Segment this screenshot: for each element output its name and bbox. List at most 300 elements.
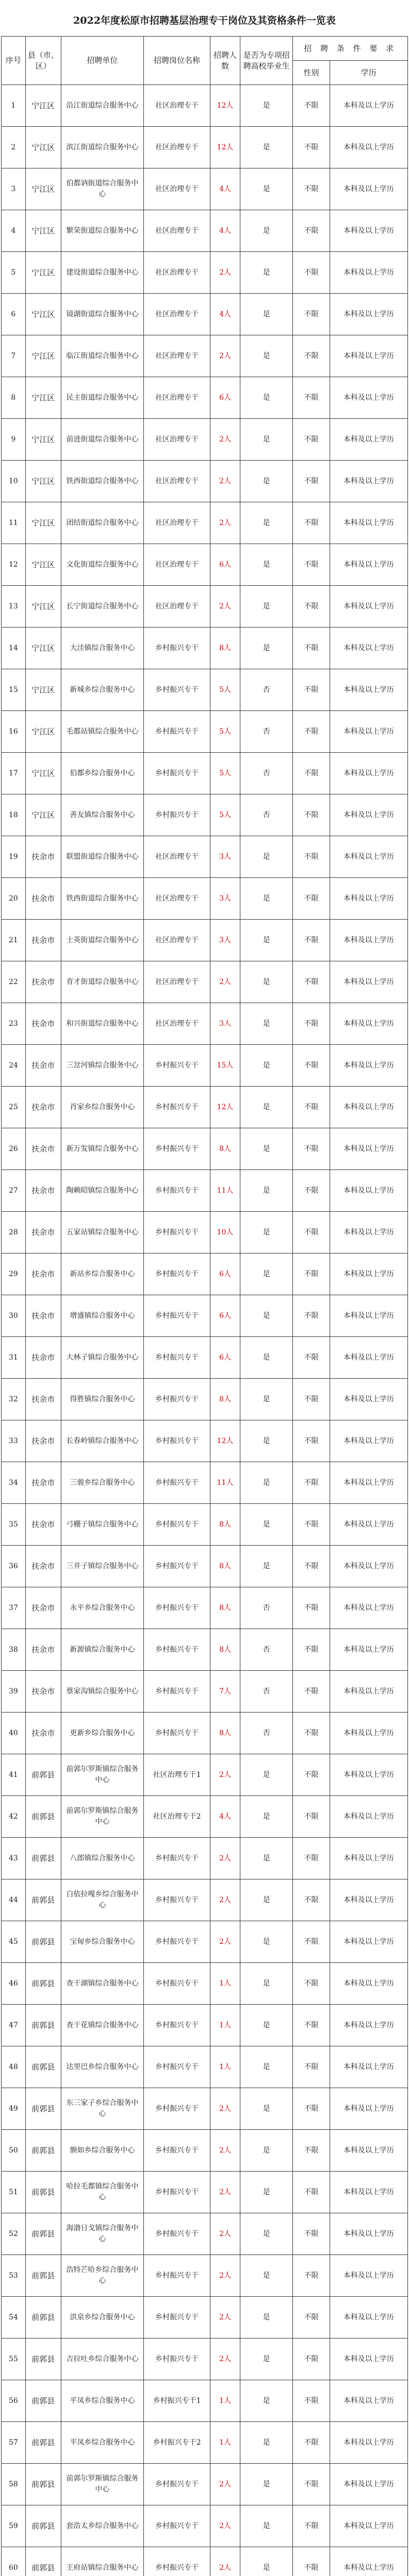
position-cell: 乡村振兴专干 xyxy=(144,628,210,669)
table-row xyxy=(2,1713,408,1754)
county-cell: 宁江区 xyxy=(25,168,61,210)
position-cell: 社区治理专干 xyxy=(144,961,210,1003)
grad-cell: 是 xyxy=(240,294,292,335)
table-row xyxy=(2,1003,408,1045)
count-cell: 2人 xyxy=(210,335,240,377)
grad-cell: 是 xyxy=(240,210,292,252)
grad-cell: 是 xyxy=(240,2338,292,2380)
page-title: 2022年度松原市招聘基层治理专干岗位及其资格条件一览表 xyxy=(73,15,336,26)
unit-cell: 新城乡综合服务中心 xyxy=(61,669,143,711)
county-cell: 前郭县 xyxy=(25,2005,61,2046)
grad-cell: 是 xyxy=(240,586,292,628)
position-cell: 社区治理专干 xyxy=(144,878,210,920)
unit-cell: 查干花镇综合服务中心 xyxy=(61,2005,143,2046)
grad-cell: 否 xyxy=(240,1671,292,1713)
grad-cell: 是 xyxy=(240,1170,292,1212)
seq-cell: 11 xyxy=(2,502,26,544)
position-cell: 乡村振兴专干 xyxy=(144,1921,210,1963)
grad-cell: 是 xyxy=(240,2380,292,2422)
position-cell: 社区治理专干1 xyxy=(144,1754,210,1796)
seq-cell: 21 xyxy=(2,920,26,961)
county-cell: 扶余市 xyxy=(25,1045,61,1087)
edu-cell: 本科及以上学历 xyxy=(330,210,407,252)
county-cell: 扶余市 xyxy=(25,1295,61,1337)
county-cell: 前郭县 xyxy=(25,2464,61,2505)
grad-cell: 是 xyxy=(240,1045,292,1087)
gender-cell: 不限 xyxy=(293,335,330,377)
table-row xyxy=(2,168,408,210)
count-cell: 11人 xyxy=(210,1462,240,1504)
count-cell: 7人 xyxy=(210,1671,240,1713)
position-cell: 乡村振兴专干 xyxy=(144,2046,210,2088)
unit-cell: 繁荣街道综合服务中心 xyxy=(61,210,143,252)
grad-cell: 是 xyxy=(240,461,292,502)
edu-cell: 本科及以上学历 xyxy=(330,878,407,920)
unit-cell: 吉拉吐乡综合服务中心 xyxy=(61,2338,143,2380)
county-cell: 扶余市 xyxy=(25,1128,61,1170)
unit-cell: 育才街道综合服务中心 xyxy=(61,961,143,1003)
grad-cell: 是 xyxy=(240,1253,292,1295)
unit-cell: 宝甸乡综合服务中心 xyxy=(61,1921,143,1963)
edu-cell: 本科及以上学历 xyxy=(330,335,407,377)
edu-cell: 本科及以上学历 xyxy=(330,1713,407,1754)
unit-cell: 海渤日戈镇综合服务中心 xyxy=(61,2213,143,2255)
edu-cell: 本科及以上学历 xyxy=(330,1003,407,1045)
unit-cell: 铁西街道综合服务中心 xyxy=(61,461,143,502)
gender-cell: 不限 xyxy=(293,1546,330,1587)
position-cell: 乡村振兴专干 xyxy=(144,1587,210,1629)
seq-cell: 12 xyxy=(2,544,26,586)
position-cell: 社区治理专干 xyxy=(144,377,210,419)
seq-cell: 42 xyxy=(2,1796,26,1838)
count-cell: 8人 xyxy=(210,1713,240,1754)
table-row xyxy=(2,1045,408,1087)
unit-cell: 弓棚子镇综合服务中心 xyxy=(61,1504,143,1546)
count-cell: 2人 xyxy=(210,461,240,502)
county-cell: 前郭县 xyxy=(25,1879,61,1921)
table-row xyxy=(2,1462,408,1504)
seq-cell: 53 xyxy=(2,2255,26,2297)
count-cell: 3人 xyxy=(210,920,240,961)
county-cell: 扶余市 xyxy=(25,1087,61,1128)
count-cell: 4人 xyxy=(210,168,240,210)
gender-cell: 不限 xyxy=(293,1462,330,1504)
table-row xyxy=(2,669,408,711)
table-row xyxy=(2,294,408,335)
county-cell: 扶余市 xyxy=(25,1003,61,1045)
grad-cell: 是 xyxy=(240,2046,292,2088)
seq-cell: 31 xyxy=(2,1337,26,1379)
gender-cell: 不限 xyxy=(293,1713,330,1754)
unit-cell: 套浩太乡综合服务中心 xyxy=(61,2505,143,2547)
county-cell: 扶余市 xyxy=(25,1462,61,1504)
header-count: 招聘人数 xyxy=(210,37,240,85)
grad-cell: 是 xyxy=(240,335,292,377)
grad-cell: 是 xyxy=(240,1462,292,1504)
grad-cell: 是 xyxy=(240,878,292,920)
gender-cell: 不限 xyxy=(293,1838,330,1879)
gender-cell: 不限 xyxy=(293,2505,330,2547)
edu-cell: 本科及以上学历 xyxy=(330,2005,407,2046)
position-cell: 乡村振兴专干 xyxy=(144,1629,210,1671)
position-cell: 乡村振兴专干 xyxy=(144,2547,210,2576)
count-cell: 2人 xyxy=(210,1921,240,1963)
table-row xyxy=(2,1504,408,1546)
grad-cell: 是 xyxy=(240,836,292,878)
unit-cell: 额如乡综合服务中心 xyxy=(61,2130,143,2172)
edu-cell: 本科及以上学历 xyxy=(330,1253,407,1295)
position-cell: 乡村振兴专干 xyxy=(144,1087,210,1128)
table-row xyxy=(2,2464,408,2505)
grad-cell: 是 xyxy=(240,2255,292,2297)
grad-cell: 是 xyxy=(240,2547,292,2576)
grad-cell: 是 xyxy=(240,85,292,127)
position-cell: 乡村振兴专干 xyxy=(144,1504,210,1546)
gender-cell: 不限 xyxy=(293,836,330,878)
position-cell: 乡村振兴专干 xyxy=(144,711,210,753)
grad-cell: 是 xyxy=(240,2422,292,2464)
table-row xyxy=(2,502,408,544)
grad-cell: 是 xyxy=(240,168,292,210)
edu-cell: 本科及以上学历 xyxy=(330,628,407,669)
unit-cell: 蔡家沟镇综合服务中心 xyxy=(61,1671,143,1713)
header-unit: 招聘单位 xyxy=(61,37,143,85)
edu-cell: 本科及以上学历 xyxy=(330,1212,407,1253)
edu-cell: 本科及以上学历 xyxy=(330,961,407,1003)
position-cell: 乡村振兴专干 xyxy=(144,2505,210,2547)
table-row xyxy=(2,2005,408,2046)
gender-cell: 不限 xyxy=(293,1879,330,1921)
count-cell: 10人 xyxy=(210,1212,240,1253)
count-cell: 5人 xyxy=(210,753,240,794)
grad-cell: 是 xyxy=(240,1754,292,1796)
edu-cell: 本科及以上学历 xyxy=(330,920,407,961)
position-cell: 乡村振兴专干 xyxy=(144,1713,210,1754)
count-cell: 2人 xyxy=(210,2505,240,2547)
table-row xyxy=(2,2046,408,2088)
seq-cell: 16 xyxy=(2,711,26,753)
county-cell: 宁江区 xyxy=(25,252,61,294)
unit-cell: 沿江街道综合服务中心 xyxy=(61,85,143,127)
count-cell: 2人 xyxy=(210,252,240,294)
count-cell: 12人 xyxy=(210,1087,240,1128)
count-cell: 3人 xyxy=(210,1003,240,1045)
count-cell: 11人 xyxy=(210,1170,240,1212)
gender-cell: 不限 xyxy=(293,2172,330,2213)
seq-cell: 17 xyxy=(2,753,26,794)
count-cell: 2人 xyxy=(210,2172,240,2213)
unit-cell: 得胜镇综合服务中心 xyxy=(61,1379,143,1420)
grad-cell: 是 xyxy=(240,961,292,1003)
gender-cell: 不限 xyxy=(293,753,330,794)
grad-cell: 否 xyxy=(240,1629,292,1671)
count-cell: 5人 xyxy=(210,669,240,711)
grad-cell: 是 xyxy=(240,252,292,294)
county-cell: 宁江区 xyxy=(25,461,61,502)
unit-cell: 滨江街道综合服务中心 xyxy=(61,127,143,168)
seq-cell: 49 xyxy=(2,2088,26,2130)
edu-cell: 本科及以上学历 xyxy=(330,252,407,294)
count-cell: 6人 xyxy=(210,544,240,586)
unit-cell: 浩特芒哈乡综合服务中心 xyxy=(61,2255,143,2297)
gender-cell: 不限 xyxy=(293,1295,330,1337)
county-cell: 前郭县 xyxy=(25,2255,61,2297)
seq-cell: 55 xyxy=(2,2338,26,2380)
gender-cell: 不限 xyxy=(293,878,330,920)
unit-cell: 三骏乡综合服务中心 xyxy=(61,1462,143,1504)
position-cell: 社区治理专干 xyxy=(144,502,210,544)
table-row xyxy=(2,961,408,1003)
count-cell: 2人 xyxy=(210,502,240,544)
count-cell: 3人 xyxy=(210,878,240,920)
gender-cell: 不限 xyxy=(293,2422,330,2464)
gender-cell: 不限 xyxy=(293,294,330,335)
grad-cell: 是 xyxy=(240,2172,292,2213)
edu-cell: 本科及以上学历 xyxy=(330,1796,407,1838)
table-row xyxy=(2,1295,408,1337)
unit-cell: 长宁街道综合服务中心 xyxy=(61,586,143,628)
count-cell: 2人 xyxy=(210,2547,240,2576)
table-row xyxy=(2,377,408,419)
position-cell: 乡村振兴专干1 xyxy=(144,2380,210,2422)
position-cell: 乡村振兴专干 xyxy=(144,1462,210,1504)
unit-cell: 新源镇综合服务中心 xyxy=(61,1629,143,1671)
seq-cell: 51 xyxy=(2,2172,26,2213)
unit-cell: 善友镇综合服务中心 xyxy=(61,794,143,836)
seq-cell: 40 xyxy=(2,1713,26,1754)
table-row xyxy=(2,1629,408,1671)
seq-cell: 32 xyxy=(2,1379,26,1420)
table-row xyxy=(2,1087,408,1128)
grad-cell: 是 xyxy=(240,2213,292,2255)
table-row xyxy=(2,419,408,461)
grad-cell: 是 xyxy=(240,1546,292,1587)
seq-cell: 14 xyxy=(2,628,26,669)
edu-cell: 本科及以上学历 xyxy=(330,1504,407,1546)
position-cell: 乡村振兴专干 xyxy=(144,1170,210,1212)
edu-cell: 本科及以上学历 xyxy=(330,753,407,794)
gender-cell: 不限 xyxy=(293,2380,330,2422)
position-cell: 乡村振兴专干 xyxy=(144,2088,210,2130)
table-row xyxy=(2,1796,408,1838)
unit-cell: 大林子镇综合服务中心 xyxy=(61,1337,143,1379)
table-row xyxy=(2,252,408,294)
count-cell: 2人 xyxy=(210,2130,240,2172)
county-cell: 前郭县 xyxy=(25,2338,61,2380)
seq-cell: 52 xyxy=(2,2213,26,2255)
count-cell: 2人 xyxy=(210,1838,240,1879)
unit-cell: 团结街道综合服务中心 xyxy=(61,502,143,544)
seq-cell: 47 xyxy=(2,2005,26,2046)
county-cell: 宁江区 xyxy=(25,794,61,836)
unit-cell: 查干湖镇综合服务中心 xyxy=(61,1963,143,2005)
unit-cell: 士英街道综合服务中心 xyxy=(61,920,143,961)
edu-cell: 本科及以上学历 xyxy=(330,502,407,544)
edu-cell: 本科及以上学历 xyxy=(330,1045,407,1087)
grad-cell: 是 xyxy=(240,2505,292,2547)
table-row xyxy=(2,2172,408,2213)
count-cell: 1人 xyxy=(210,1963,240,2005)
gender-cell: 不限 xyxy=(293,544,330,586)
table-row xyxy=(2,2338,408,2380)
position-cell: 乡村振兴专干 xyxy=(144,2255,210,2297)
edu-cell: 本科及以上学历 xyxy=(330,1879,407,1921)
seq-cell: 56 xyxy=(2,2380,26,2422)
gender-cell: 不限 xyxy=(293,2547,330,2576)
count-cell: 2人 xyxy=(210,2088,240,2130)
positions-table xyxy=(1,36,408,2576)
table-row xyxy=(2,836,408,878)
seq-cell: 41 xyxy=(2,1754,26,1796)
edu-cell: 本科及以上学历 xyxy=(330,669,407,711)
county-cell: 扶余市 xyxy=(25,1170,61,1212)
county-cell: 扶余市 xyxy=(25,1587,61,1629)
gender-cell: 不限 xyxy=(293,2130,330,2172)
county-cell: 前郭县 xyxy=(25,1754,61,1796)
seq-cell: 39 xyxy=(2,1671,26,1713)
gender-cell: 不限 xyxy=(293,669,330,711)
table-row xyxy=(2,711,408,753)
unit-cell: 伯都讷街道综合服务中心 xyxy=(61,168,143,210)
unit-cell: 大洼镇综合服务中心 xyxy=(61,628,143,669)
table-row xyxy=(2,1128,408,1170)
count-cell: 2人 xyxy=(210,2213,240,2255)
gender-cell: 不限 xyxy=(293,2297,330,2338)
county-cell: 前郭县 xyxy=(25,1921,61,1963)
position-cell: 社区治理专干 xyxy=(144,210,210,252)
edu-cell: 本科及以上学历 xyxy=(330,2547,407,2576)
count-cell: 1人 xyxy=(210,2005,240,2046)
county-cell: 前郭县 xyxy=(25,1838,61,1879)
seq-cell: 50 xyxy=(2,2130,26,2172)
position-cell: 乡村振兴专干 xyxy=(144,1379,210,1420)
gender-cell: 不限 xyxy=(293,2046,330,2088)
grad-cell: 否 xyxy=(240,794,292,836)
seq-cell: 27 xyxy=(2,1170,26,1212)
unit-cell: 新站乡综合服务中心 xyxy=(61,1253,143,1295)
count-cell: 8人 xyxy=(210,628,240,669)
seq-cell: 57 xyxy=(2,2422,26,2464)
unit-cell: 毛都站镇综合服务中心 xyxy=(61,711,143,753)
unit-cell: 临江街道综合服务中心 xyxy=(61,335,143,377)
grad-cell: 是 xyxy=(240,1504,292,1546)
county-cell: 扶余市 xyxy=(25,1504,61,1546)
unit-cell: 前郭尔罗斯镇综合服务中心 xyxy=(61,1754,143,1796)
gender-cell: 不限 xyxy=(293,1754,330,1796)
position-cell: 乡村振兴专干 xyxy=(144,2297,210,2338)
county-cell: 扶余市 xyxy=(25,1420,61,1462)
edu-cell: 本科及以上学历 xyxy=(330,1379,407,1420)
county-cell: 扶余市 xyxy=(25,920,61,961)
seq-cell: 28 xyxy=(2,1212,26,1253)
gender-cell: 不限 xyxy=(293,377,330,419)
count-cell: 4人 xyxy=(210,210,240,252)
seq-cell: 60 xyxy=(2,2547,26,2576)
count-cell: 1人 xyxy=(210,2422,240,2464)
seq-cell: 13 xyxy=(2,586,26,628)
unit-cell: 增盛镇综合服务中心 xyxy=(61,1295,143,1337)
edu-cell: 本科及以上学历 xyxy=(330,2338,407,2380)
position-cell: 乡村振兴专干2 xyxy=(144,2422,210,2464)
county-cell: 扶余市 xyxy=(25,1337,61,1379)
gender-cell: 不限 xyxy=(293,461,330,502)
table-row xyxy=(2,1838,408,1879)
gender-cell: 不限 xyxy=(293,2464,330,2505)
unit-cell: 和兴街道综合服务中心 xyxy=(61,1003,143,1045)
unit-cell: 永平乡综合服务中心 xyxy=(61,1587,143,1629)
count-cell: 6人 xyxy=(210,377,240,419)
position-cell: 乡村振兴专干 xyxy=(144,1337,210,1379)
seq-cell: 22 xyxy=(2,961,26,1003)
count-cell: 1人 xyxy=(210,2046,240,2088)
count-cell: 4人 xyxy=(210,294,240,335)
grad-cell: 是 xyxy=(240,1838,292,1879)
unit-cell: 联盟街道综合服务中心 xyxy=(61,836,143,878)
seq-cell: 18 xyxy=(2,794,26,836)
gender-cell: 不限 xyxy=(293,2338,330,2380)
county-cell: 前郭县 xyxy=(25,2046,61,2088)
table-row xyxy=(2,2213,408,2255)
table-row xyxy=(2,2547,408,2576)
county-cell: 扶余市 xyxy=(25,1671,61,1713)
count-cell: 5人 xyxy=(210,711,240,753)
seq-cell: 46 xyxy=(2,1963,26,2005)
edu-cell: 本科及以上学历 xyxy=(330,1921,407,1963)
unit-cell: 铁西街道综合服务中心 xyxy=(61,878,143,920)
seq-cell: 10 xyxy=(2,461,26,502)
grad-cell: 否 xyxy=(240,1713,292,1754)
unit-cell: 白依拉嘎乡综合服务中心 xyxy=(61,1879,143,1921)
count-cell: 2人 xyxy=(210,2255,240,2297)
header-gender: 性别 xyxy=(293,61,330,85)
unit-cell: 五家站镇综合服务中心 xyxy=(61,1212,143,1253)
seq-cell: 23 xyxy=(2,1003,26,1045)
count-cell: 5人 xyxy=(210,794,240,836)
position-cell: 乡村振兴专干 xyxy=(144,2464,210,2505)
position-cell: 乡村振兴专干 xyxy=(144,2172,210,2213)
grad-cell: 是 xyxy=(240,127,292,168)
grad-cell: 是 xyxy=(240,1337,292,1379)
unit-cell: 达里巴乡综合服务中心 xyxy=(61,2046,143,2088)
grad-cell: 是 xyxy=(240,1087,292,1128)
seq-cell: 8 xyxy=(2,377,26,419)
unit-cell: 前郭尔罗斯镇综合服务中心 xyxy=(61,1796,143,1838)
header-edu: 学历 xyxy=(330,61,407,85)
grad-cell: 是 xyxy=(240,628,292,669)
gender-cell: 不限 xyxy=(293,1003,330,1045)
grad-cell: 是 xyxy=(240,1128,292,1170)
position-cell: 乡村振兴专干 xyxy=(144,2338,210,2380)
gender-cell: 不限 xyxy=(293,794,330,836)
county-cell: 宁江区 xyxy=(25,85,61,127)
gender-cell: 不限 xyxy=(293,1629,330,1671)
edu-cell: 本科及以上学历 xyxy=(330,1128,407,1170)
table-row xyxy=(2,1921,408,1963)
table-row xyxy=(2,2255,408,2297)
count-cell: 2人 xyxy=(210,1754,240,1796)
seq-cell: 6 xyxy=(2,294,26,335)
edu-cell: 本科及以上学历 xyxy=(330,794,407,836)
unit-cell: 更新乡综合服务中心 xyxy=(61,1713,143,1754)
gender-cell: 不限 xyxy=(293,2213,330,2255)
edu-cell: 本科及以上学历 xyxy=(330,1963,407,2005)
position-cell: 社区治理专干 xyxy=(144,461,210,502)
count-cell: 3人 xyxy=(210,836,240,878)
seq-cell: 36 xyxy=(2,1546,26,1587)
count-cell: 12人 xyxy=(210,127,240,168)
county-cell: 宁江区 xyxy=(25,711,61,753)
seq-cell: 26 xyxy=(2,1128,26,1170)
